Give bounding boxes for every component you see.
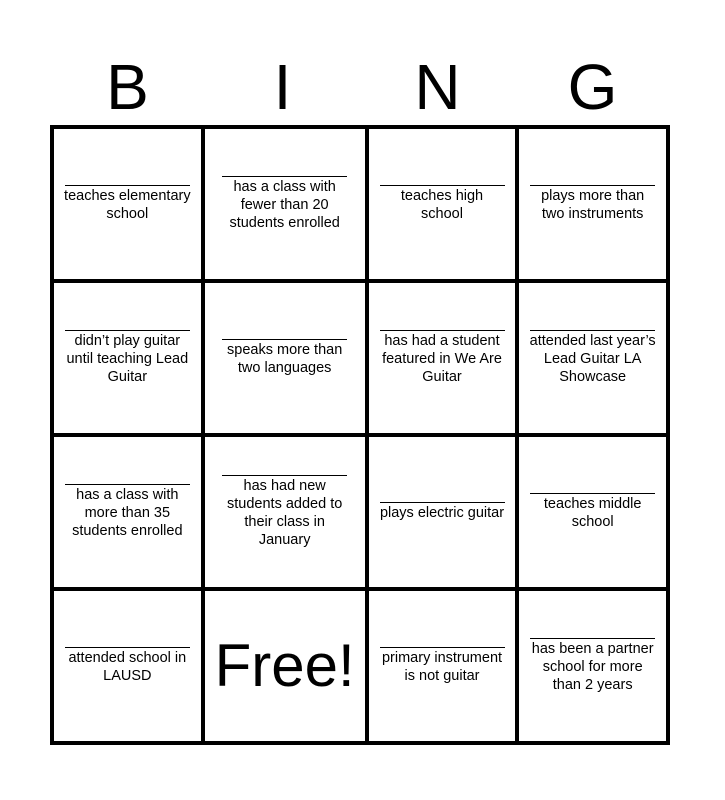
- cell-text: attended last year’s Lead Guitar LA Showcase: [529, 333, 656, 385]
- name-blank-line: [530, 185, 655, 186]
- cell-text: has a class with more than 35 students enrolled: [72, 487, 183, 539]
- name-blank-line: [65, 484, 190, 485]
- name-blank-line: [530, 330, 655, 331]
- bingo-cell[interactable]: [367, 281, 518, 435]
- bingo-cell[interactable]: [517, 281, 668, 435]
- header-letter-b: B: [106, 51, 149, 123]
- name-blank-line: [380, 502, 505, 503]
- cell-text: teaches elementary school: [64, 188, 191, 222]
- cell-text: has had new students added to their class in January: [227, 478, 343, 548]
- cell-text: has a class with fewer than 20 students enrolled: [229, 179, 340, 231]
- name-blank-line: [530, 638, 655, 639]
- bingo-cell[interactable]: [203, 435, 367, 589]
- bingo-cell[interactable]: [517, 127, 668, 281]
- cell-text: speaks more than two languages: [227, 342, 343, 376]
- name-blank-line: [222, 339, 347, 340]
- name-blank-line: [380, 647, 505, 648]
- bingo-cell[interactable]: [52, 281, 203, 435]
- free-space-text: Free!: [214, 632, 355, 699]
- bingo-cell[interactable]: [52, 435, 203, 589]
- cell-text: has been a partner school for more than 2 years: [531, 641, 654, 693]
- name-blank-line: [530, 493, 655, 494]
- name-blank-line: [380, 330, 505, 331]
- name-blank-line: [65, 185, 190, 186]
- name-blank-line: [222, 176, 347, 177]
- name-blank-line: [65, 330, 190, 331]
- name-blank-line: [65, 647, 190, 648]
- name-blank-line: [222, 475, 347, 476]
- bingo-header: [50, 50, 670, 125]
- cell-text: teaches high school: [400, 188, 484, 222]
- bingo-grid: [50, 125, 670, 745]
- cell-text: teaches middle school: [543, 496, 642, 530]
- cell-text: didn’t play guitar until teaching Lead Guitar: [66, 333, 189, 385]
- cell-text: plays electric guitar: [379, 505, 505, 521]
- free-space-cell[interactable]: [203, 589, 367, 743]
- bingo-cell[interactable]: [367, 589, 518, 743]
- cell-text: primary instrument is not guitar: [381, 650, 503, 684]
- bingo-cell[interactable]: [517, 435, 668, 589]
- header-letter-n: N: [414, 51, 461, 123]
- header-letter-i: I: [273, 51, 292, 123]
- name-blank-line: [380, 185, 505, 186]
- cell-text: plays more than two instruments: [541, 188, 645, 222]
- bingo-cell[interactable]: [367, 435, 518, 589]
- bingo-cell[interactable]: [203, 281, 367, 435]
- bingo-cell[interactable]: [52, 127, 203, 281]
- bingo-cell[interactable]: [517, 589, 668, 743]
- cell-text: attended school in LAUSD: [68, 650, 187, 684]
- bingo-cell[interactable]: [203, 127, 367, 281]
- header-letter-g: G: [567, 51, 618, 123]
- bingo-cell[interactable]: [52, 589, 203, 743]
- bingo-cell[interactable]: [367, 127, 518, 281]
- cell-text: has had a student featured in We Are Guitar: [382, 333, 502, 385]
